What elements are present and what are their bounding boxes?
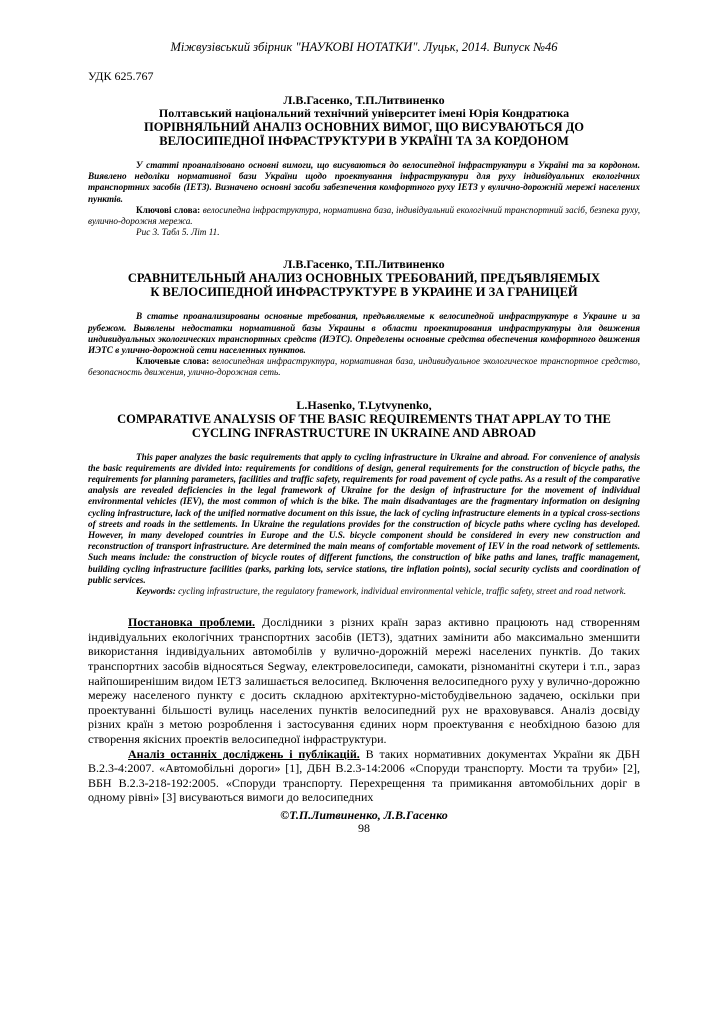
authors-ru: Л.В.Гасенко, Т.П.Литвиненко: [283, 257, 445, 272]
abstract-ua: У статті проаналізовано основні вимоги, що висуваються до велосипедної інфраструктури в Україні та за кордоном. Виявлено недоліки нормативної бази України щодо проектування інфраструктури для руху індивідуальних екологічних транспортних засобів (ІЕТЗ). Визначено основні засоби забезпечення комфортного руху ІЕТЗ у вулично-дорожній мережі населених пунктів.: [88, 160, 640, 204]
problem-statement-paragraph: [88, 615, 640, 746]
keywords-en-text: cycling infrastructure, the regulatory framework, individual environmental vehicle, traffic safety, street and road network.: [178, 586, 627, 597]
english-header-block: [88, 399, 640, 598]
keywords-en: [88, 586, 640, 597]
title-en-line1: COMPARATIVE ANALYSIS OF THE BASIC REQUIREMENTS THAT APPLAY TO THE: [117, 411, 611, 426]
ukrainian-header-block: [88, 94, 640, 238]
problem-statement-text: Дослідники з різних країн зараз активно працюють над створенням індивідуальних екологічних транспортних засобів (ІЕТЗ), здатних замінити або максимально зменшити використання індивідуальних автомобілів у вулично-дорожній мережі населених пунктів. До таких транспортних засобів відносяться Segway, електровелосипеди, самокати, різноманітні скутери і т.п., зараз найпоширенішим видом ІЕТЗ залишається велосипед. Включення велосипедного руху у вулично-дорожню мережу населеного пункту є досить складною архітектурно-містобудівельною задачею, оскільки при проектуванні більшості вулиць населених пунктів велосипедний рух не враховувався. Аналіз досвіду різних країн з метою розроблення і застосування єдиних норм проектування є необхідною базою для створення якісних проектів велосипедної інфраструктури.: [88, 615, 640, 747]
authors-en: L.Hasenko, T.Lytvynenko,: [296, 397, 432, 412]
literature-review-heading: Аналіз останніх досліджень і публікацій.: [128, 746, 360, 761]
copyright-line: ©Т.П.Литвиненко, Л.В.Гасенко: [280, 808, 448, 822]
udc-code: УДК 625.767: [88, 69, 154, 83]
running-head: Міжвузівський збірник "НАУКОВІ НОТАТКИ". Луцьк, 2014. Випуск №46: [170, 40, 558, 54]
authors-ua: Л.В.Гасенко, Т.П.Литвиненко: [283, 93, 445, 107]
keywords-ua-text: велосипедна інфраструктура, нормативна база, індивідуальний екологічний транспортний засіб, безпека руху, вулично-дорожня мережа.: [88, 204, 640, 227]
article-body: [88, 615, 640, 805]
paper-page: [88, 40, 640, 835]
title-ua-line2: ВЕЛОСИПЕДНОЇ ІНФРАСТРУКТУРИ В УКРАЇНІ ТА ЗА КОРДОНОМ: [159, 134, 569, 148]
literature-review-text: В таких нормативних документах України як ДБН В.2.3-4:2007. «Автомобільні дороги» [1], ДБН В.2.3-14:2006 «Споруди транспорту. Мости та труби» [2], ВБН В.2.3-218-192:2005. «Споруди транспорту. Перехрещення та примикання автомобільних доріг в одному рівні» [3] висуваються вимоги до велосипедних: [88, 746, 640, 805]
title-ru-line1: СРАВНИТЕЛЬНЫЙ АНАЛИЗ ОСНОВНЫХ ТРЕБОВАНИЙ, ПРЕДЪЯВЛЯЕМЫХ: [127, 271, 601, 286]
russian-header-block: [88, 258, 640, 378]
title-ru-line2: К ВЕЛОСИПЕДНОЙ ИНФРАСТРУКТУРЕ В УКРАИНЕ И ЗА ГРАНИЦЕЙ: [150, 285, 578, 300]
title-en-line2: CYCLING INFRASTRUCTURE IN UKRAINE AND ABROAD: [191, 425, 537, 440]
page-number: 98: [358, 821, 370, 835]
problem-statement-heading: Постановка проблеми.: [128, 615, 255, 630]
keywords-ru-text: велосипедная инфраструктура, нормативная база, индивидуальное экологическое транспортное средство, безопасность движения, улично-дорожная сеть.: [88, 356, 640, 378]
abstract-en: This paper analyzes the basic requirements that apply to cycling infrastructure in Ukraine and abroad. For convenience of analysis the basic requirements are divided into: requirements for conditions of design, general requirements for the construction of bicycle paths, the requirements for planning parameters, facilities and traffic safety, requirements for road pavement of cycle paths. As a result of the comparative analysis are revealed deficiencies in the legal framework of Ukraine for the design of infrastructure for the movement of individual environmental vehicles (IEV), the most common of which is the bike. The main disadvantages are the fragmentary information on designing cycling infrastructure, lack of the unified normative document on this issue, the lack of cycling infrastructure elements in a typical cross-sections of streets and roads in the settlements. In Ukraine the regulations provides for the construction of bicycle paths where cycling has developed. However, in many developed countries in Europe and the U.S. bicycle component should be considered in every new construction and reconstruction of transport infrastructure. Are determined the main means of comfortable movement of IEV in the road network of settlements. Such means include: the construction of bicycle routes of different functions, the construction of bike paths and lanes, traffic management, building cycling infrastructure facilities (parks, parking lots, service stations, tire inflation points), social security cyclists and coordination of public services.: [88, 451, 640, 585]
keywords-ru: [88, 356, 640, 378]
abstract-ru: В статье проанализированы основные требования, предъявляемые к велосипедной инфраструктуре в Украине и за рубежом. Выявлены недостатки нормативной базы Украины в области проектирования инфраструктуры для движения индивидуальных экологических транспортных средств (ИЭТС). Определены основные средства обеспечения комфортного движения ИЭТС в улично-дорожной сети населенных пунктов.: [88, 311, 640, 356]
title-ua-line1: ПОРІВНЯЛЬНИЙ АНАЛІЗ ОСНОВНИХ ВИМОГ, ЩО ВИСУВАЮТЬСЯ ДО: [143, 120, 585, 134]
institution: Полтавський національний технічний університет імені Юрія Кондратюка: [158, 106, 570, 120]
literature-review-paragraph: [88, 747, 640, 805]
keywords-ua: [88, 205, 640, 227]
keywords-ru-label: Ключевые слова:: [136, 356, 210, 367]
figure-table-refs: Рис 3. Табл 5. Літ 11.: [136, 227, 220, 238]
keywords-en-label: Keywords:: [136, 586, 176, 597]
keywords-ua-label: Ключові слова:: [136, 204, 201, 215]
